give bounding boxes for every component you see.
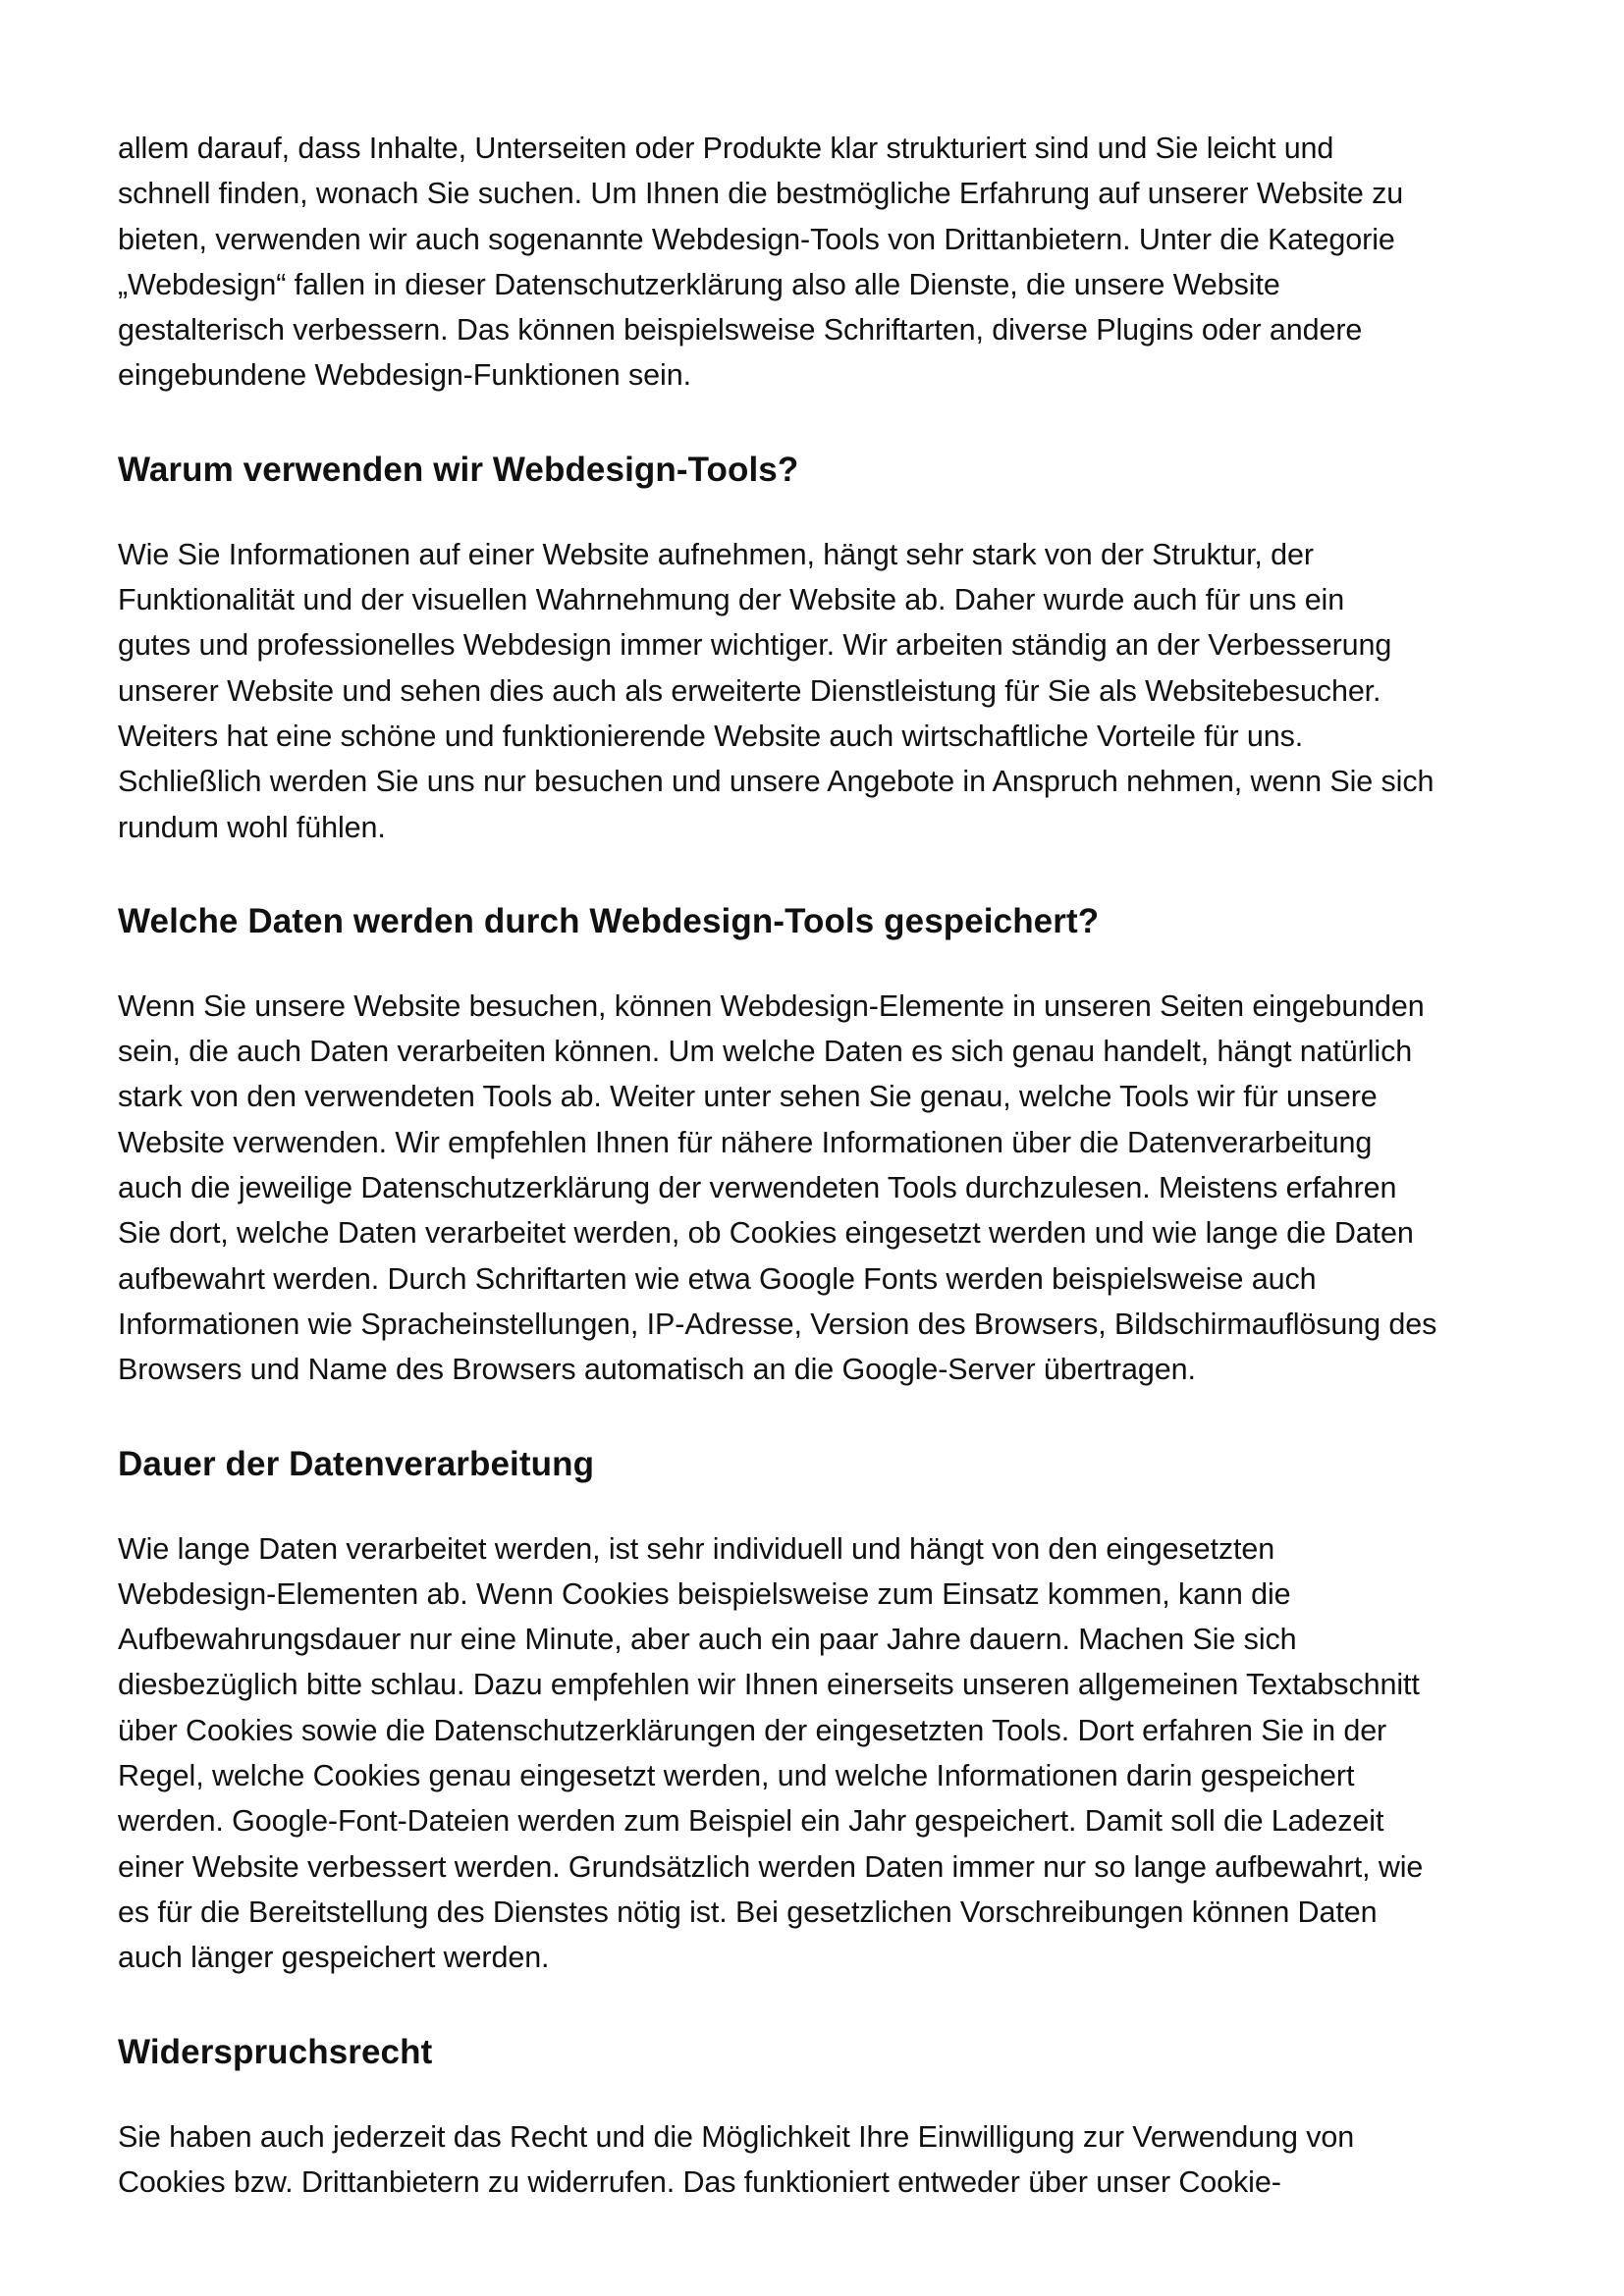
text-line: es für die Bereitstellung des Dienstes nötig ist. Bei gesetzlichen Vorschreibungen können Daten [118,1895,1378,1929]
text-line: Wenn Sie unsere Website besuchen, können Webdesign-Elemente in unseren Seiten eingebunden [118,988,1425,1023]
text-line: Cookies bzw. Drittanbietern zu widerrufen. Das funktioniert entweder über unser Cookie- [118,2164,1281,2199]
text-line: schnell finden, wonach Sie suchen. Um Ihnen die bestmögliche Erfahrung auf unserer Website zu [118,177,1404,211]
objection-paragraph [118,2114,1532,2206]
section-heading-why: Warum verwenden wir Webdesign-Tools? [118,450,799,489]
text-line: „Webdesign“ fallen in dieser Datenschutzerklärung also alle Dienste, die unsere Website [118,267,1280,301]
text-line: rundum wohl fühlen. [118,810,386,844]
document-page [118,126,1532,2205]
duration-paragraph [118,1526,1532,1981]
text-line: einer Website verbessert werden. Grundsätzlich werden Daten immer nur so lange aufbewahrt, wie [118,1849,1424,1884]
text-line: eingebundene Webdesign-Funktionen sein. [118,358,691,393]
text-line: diesbezüglich bitte schlau. Dazu empfehlen wir Ihnen einerseits unseren allgemeinen Textabschnitt [118,1668,1420,1702]
data-paragraph [118,984,1532,1393]
text-line: Website verwenden. Wir empfehlen Ihnen für nähere Informationen über die Datenverarbeitung [118,1125,1373,1159]
text-line: Regel, welche Cookies genau eingesetzt werden, und welche Informationen darin gespeichert [118,1759,1355,1793]
text-line: Informationen wie Spracheinstellungen, IP-Adresse, Version des Browsers, Bildschirmauflösung des [118,1307,1437,1341]
section-heading-duration: Dauer der Datenverarbeitung [118,1444,595,1483]
text-line: aufbewahrt werden. Durch Schriftarten wie etwa Google Fonts werden beispielsweise auch [118,1261,1317,1296]
text-line: gutes und professionelles Webdesign immer wichtiger. Wir arbeiten ständig an der Verbesserung [118,628,1392,663]
text-line: sein, die auch Daten verarbeiten können. Um welche Daten es sich genau handelt, hängt natürlich [118,1035,1413,1069]
section-heading-objection: Widerspruchsrecht [118,2032,433,2071]
text-line: Webdesign-Elementen ab. Wenn Cookies beispielsweise zum Einsatz kommen, kann die [118,1576,1291,1611]
text-line: Wie Sie Informationen auf einer Website aufnehmen, hängt sehr stark von der Struktur, der [118,537,1314,571]
intro-paragraph [118,126,1532,399]
text-line: auch die jeweilige Datenschutzerklärung der verwendeten Tools durchzulesen. Meistens erfahren [118,1171,1397,1205]
text-line: gestalterisch verbessern. Das können beispielsweise Schriftarten, diverse Plugins oder andere [118,313,1363,347]
text-line: Sie dort, welche Daten verarbeitet werden, ob Cookies eingesetzt werden und wie lange die Daten [118,1216,1414,1251]
why-paragraph [118,532,1532,850]
text-line: Wie lange Daten verarbeitet werden, ist sehr individuell und hängt von den eingesetzten [118,1531,1275,1566]
text-line: auch länger gespeichert werden. [118,1941,550,1975]
text-line: werden. Google-Font-Dateien werden zum Beispiel ein Jahr gespeichert. Damit soll die Ladezeit [118,1804,1384,1839]
section-heading-data: Welche Daten werden durch Webdesign-Tools gespeichert? [118,901,1100,940]
text-line: Schließlich werden Sie uns nur besuchen und unsere Angebote in Anspruch nehmen, wenn Sie sich [118,765,1435,799]
text-line: Funktionalität und der visuellen Wahrnehmung der Website ab. Daher wurde auch für uns ein [118,583,1345,617]
text-line: allem darauf, dass Inhalte, Unterseiten oder Produkte klar strukturiert sind und Sie leicht und [118,132,1334,165]
text-line: Browsers und Name des Browsers automatisch an die Google-Server übertragen. [118,1353,1196,1387]
text-line: über Cookies sowie die Datenschutzerklärungen der eingesetzten Tools. Dort erfahren Sie in der [118,1713,1387,1747]
text-line: unserer Website und sehen dies auch als erweiterte Dienstleistung für Sie als Websitebesucher. [118,673,1381,708]
text-line: bieten, verwenden wir auch sogenannte Webdesign-Tools von Drittanbietern. Unter die Kategorie [118,222,1395,256]
text-line: stark von den verwendeten Tools ab. Weiter unter sehen Sie genau, welche Tools wir für unsere [118,1080,1378,1114]
text-line: Aufbewahrungsdauer nur eine Minute, aber auch ein paar Jahre dauern. Machen Sie sich [118,1623,1297,1657]
text-line: Weiters hat eine schöne und funktionierende Website auch wirtschaftliche Vorteile für uns. [118,719,1304,753]
text-line: Sie haben auch jederzeit das Recht und die Möglichkeit Ihre Einwilligung zur Verwendung von [118,2119,1355,2154]
